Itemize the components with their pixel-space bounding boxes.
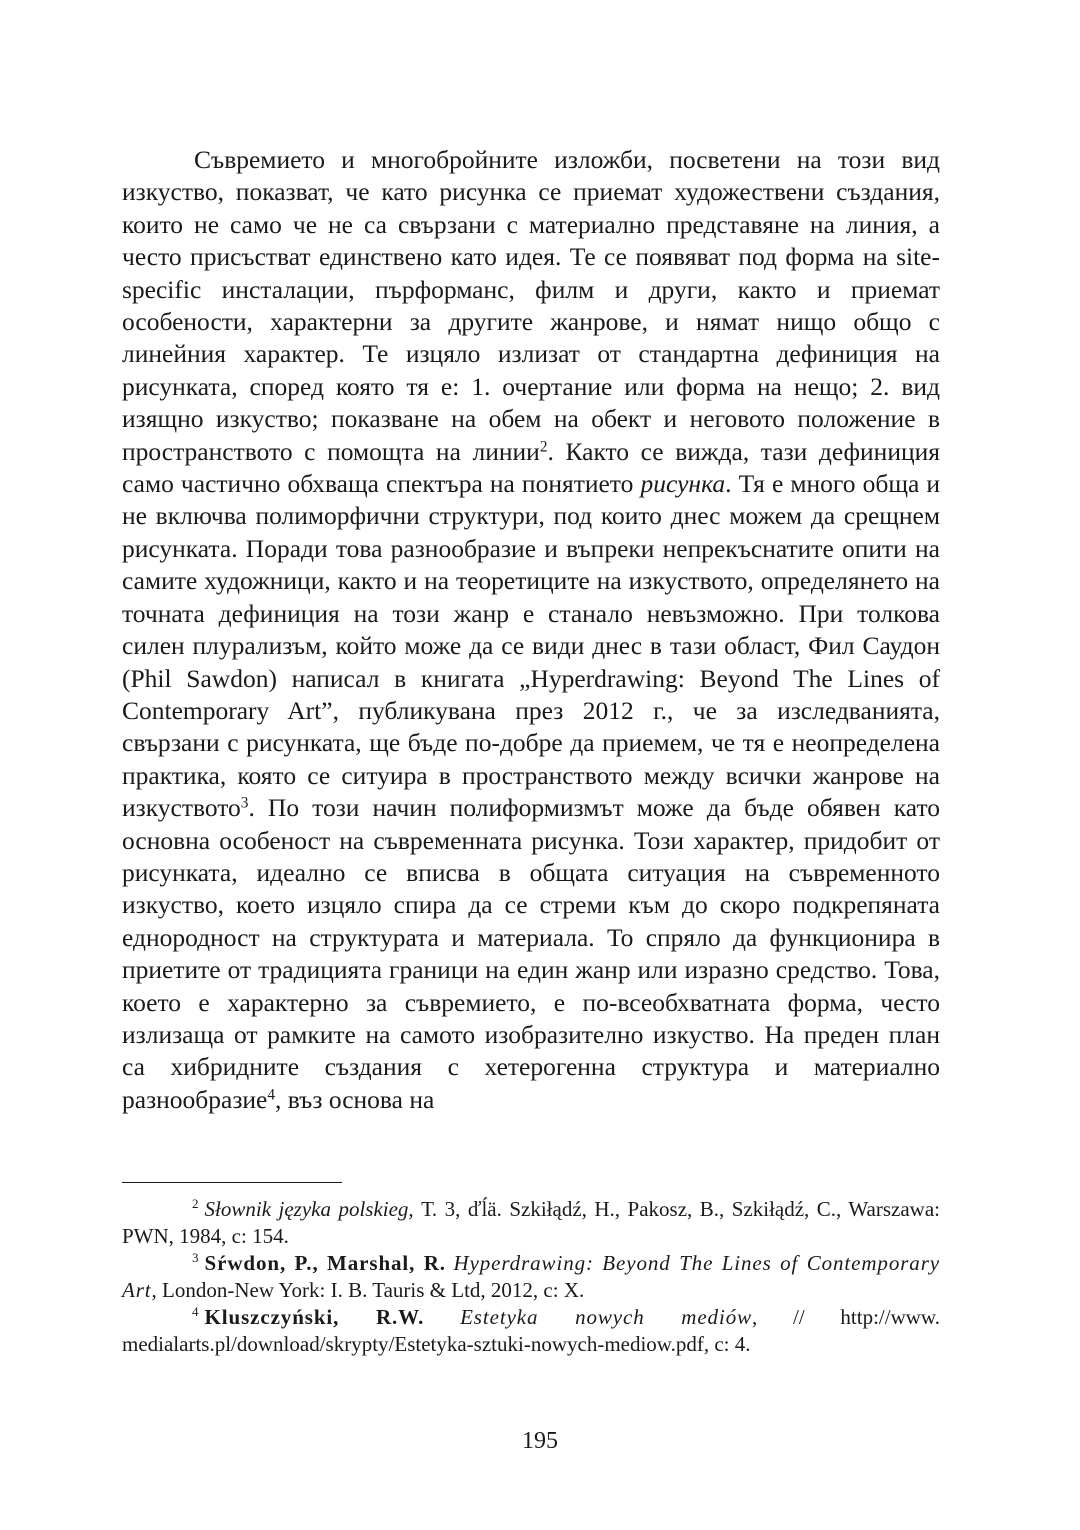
footnote-number: 4: [192, 1304, 199, 1320]
footnote-4: [122, 1304, 940, 1358]
body-text-segment: , въз основа на: [275, 1084, 435, 1114]
footnote-authors: Sŕwdon, P., Marshal, R.: [204, 1251, 446, 1275]
footnote-authors: Kluszczyński, R.W.: [204, 1305, 425, 1329]
footnote-title: Hyperdrawing: Beyond The Lines of Contemporary Art: [122, 1251, 940, 1302]
footnote-2: [122, 1196, 940, 1250]
body-text-segment: . Както се вижда, тази дефиниция само частично обхваща спектъра на понятието: [122, 436, 940, 499]
footnote-text: Т. 3, ďĺä. Szkiłądź, H., Pakosz, B., Szkiłądź, C., Warszawa: PWN, 1984, с: 154.: [122, 1197, 940, 1248]
body-paragraph: [122, 144, 940, 1116]
body-text-segment: . По този начин полиформизмът може да бъде обявен като основна особеност на съвременната рисунка. Този характер, придобит от рисунката, идеално се вписва в общата ситуация на съвременното изкуство, което изцяло спира да се стреми към до скоро подкрепяната еднородност на структурата и материала. То спряло да функционира в приетите от традицията граници на един жанр или изразно средство. Това, което е характерно за съвремието, е по-всеобхватната форма, често излизаща от рамките на самото изобразително изкуство. На преден план са хибридните създания с хетерогенна структура и материално разнообразие: [122, 793, 940, 1114]
footnote-number: 2: [192, 1196, 199, 1212]
footnote-text: , London-New York: I. B. Tauris & Ltd, 2012, с: X.: [151, 1278, 585, 1302]
body-text-segment: Съвремието и многобройните изложби, посветени на този вид изкуство, показват, че като рисунка се приемат художествени създания, които не само че не са свързани с материално представяне на линия, а често присъстват единствено като идея. Те се появяват под форма на site-specific инсталации, пърформанс, филм и други, както и приемат особености, характерни за другите жанрове, и нямат нищо общо с линейния характер. Те изцяло излизат от стандартна дефиниция на рисунката, според която тя е: 1. очертание или форма на нещо; 2. вид изящно изкуство; показване на обем на обект и неговото положение в пространството с помощта на линии: [122, 145, 940, 466]
footnote-3: [122, 1250, 940, 1304]
footnotes: [122, 1196, 940, 1358]
footnote-ref-4: 4: [267, 1086, 276, 1104]
footnote-title: Estetyka nowych mediów: [460, 1305, 752, 1329]
body-text-segment: . Тя е много обща и не включва полиморфични структури, под които днес можем да срещнем рисунката. Поради това разнообразие и въпреки непрекъснатите опити на самите художници, както и на теоретиците на изкуството, определянето на точната дефиниция на този жанр е станало невъзможно. При толкова силен плурализъм, който може да се види днес в тази област, Фил Саудон (Phil Sawdon) написал в книгата „Hyperdrawing: Beyond The Lines of Contemporary Art”, публикувана през 2012 г., че за изследванията, свързани с рисунката, ще бъде по-добре да приемем, че тя е неопределена практика, която се ситуира в пространството между всички жанрове на изкуството: [122, 469, 941, 823]
footnote-separator: [122, 1182, 342, 1183]
italic-term: рисунка: [640, 469, 726, 499]
footnote-text: , // http://www. medialarts.pl/download/skrypty/Estetyka-sztuki-nowych-mediow.pdf, с: 4.: [122, 1305, 940, 1356]
footnote-title: Słownik języka polskieg,: [204, 1197, 414, 1221]
footnote-number: 3: [192, 1250, 199, 1266]
footnote-ref-3: 3: [240, 794, 249, 812]
page-number: 195: [522, 1428, 558, 1454]
footnote-ref-2: 2: [539, 438, 548, 456]
